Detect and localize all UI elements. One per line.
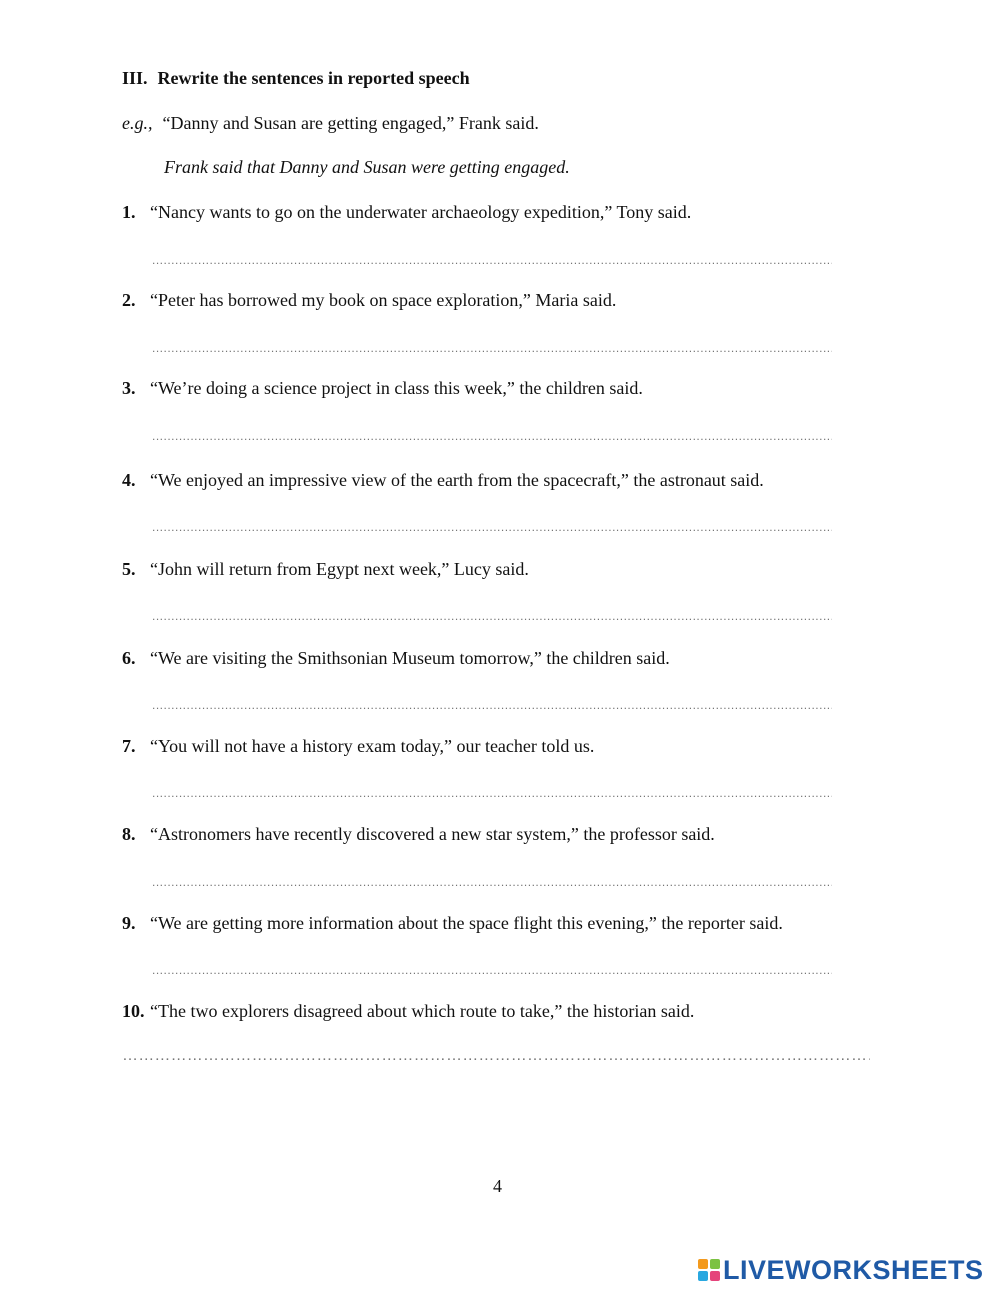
- question-text: “We are getting more information about the space flight this evening,” the reporter said.: [150, 913, 783, 933]
- answer-input[interactable]: [152, 608, 832, 624]
- example-answer: Frank said that Danny and Susan were getting engaged.: [164, 157, 570, 177]
- liveworksheets-logo: [698, 1255, 984, 1285]
- question-number: 6.: [122, 648, 136, 668]
- question-number: 8.: [122, 824, 136, 844]
- logo-square-icon: [710, 1259, 720, 1269]
- question-item: [122, 1001, 694, 1022]
- logo-square-icon: [698, 1271, 708, 1281]
- logo-mark-icon: [698, 1259, 720, 1281]
- question-item: [122, 470, 764, 491]
- answer-input[interactable]: [152, 874, 832, 890]
- section-heading: [122, 68, 470, 89]
- question-text: “Peter has borrowed my book on space exploration,” Maria said.: [150, 290, 617, 310]
- example-text: “Danny and Susan are getting engaged,” Frank said.: [162, 113, 539, 133]
- example-sentence: [122, 113, 539, 134]
- page-number: 4: [493, 1176, 502, 1196]
- answer-input[interactable]: [152, 962, 832, 978]
- answer-input[interactable]: [152, 785, 832, 801]
- section-number: III.: [122, 68, 148, 88]
- answer-input[interactable]: [152, 519, 832, 535]
- answer-input[interactable]: [152, 340, 832, 356]
- question-number: 2.: [122, 290, 136, 310]
- question-item: [122, 202, 691, 223]
- question-text: “You will not have a history exam today,” our teacher told us.: [150, 736, 595, 756]
- question-number: 1.: [122, 202, 136, 222]
- question-number: 5.: [122, 559, 136, 579]
- logo-square-icon: [710, 1271, 720, 1281]
- question-item: [122, 824, 715, 845]
- example-label: e.g.,: [122, 113, 153, 133]
- question-text: “We’re doing a science project in class this week,” the children said.: [150, 378, 643, 398]
- question-item: [122, 913, 783, 934]
- answer-input[interactable]: [152, 697, 832, 713]
- question-text: “We are visiting the Smithsonian Museum tomorrow,” the children said.: [150, 648, 670, 668]
- section-title: Rewrite the sentences in reported speech: [157, 68, 470, 88]
- question-item: [122, 378, 643, 399]
- question-text: “John will return from Egypt next week,” Lucy said.: [150, 559, 529, 579]
- question-item: [122, 559, 529, 580]
- question-number: 4.: [122, 470, 136, 490]
- question-text: “The two explorers disagreed about which route to take,” the historian said.: [150, 1001, 695, 1021]
- question-item: [122, 290, 616, 311]
- answer-input[interactable]: [122, 1048, 870, 1064]
- question-text: “Astronomers have recently discovered a new star system,” the professor said.: [150, 824, 715, 844]
- question-text: “Nancy wants to go on the underwater archaeology expedition,” Tony said.: [150, 202, 692, 222]
- question-number: 9.: [122, 913, 136, 933]
- question-item: [122, 648, 670, 669]
- question-item: [122, 736, 594, 757]
- answer-input[interactable]: [152, 252, 832, 268]
- logo-square-icon: [698, 1259, 708, 1269]
- question-number: 10.: [122, 1001, 145, 1021]
- logo-text: LIVEWORKSHEETS: [723, 1254, 984, 1285]
- answer-input[interactable]: [152, 428, 832, 444]
- question-text: “We enjoyed an impressive view of the earth from the spacecraft,” the astronaut said.: [150, 470, 764, 490]
- question-number: 3.: [122, 378, 136, 398]
- question-number: 7.: [122, 736, 136, 756]
